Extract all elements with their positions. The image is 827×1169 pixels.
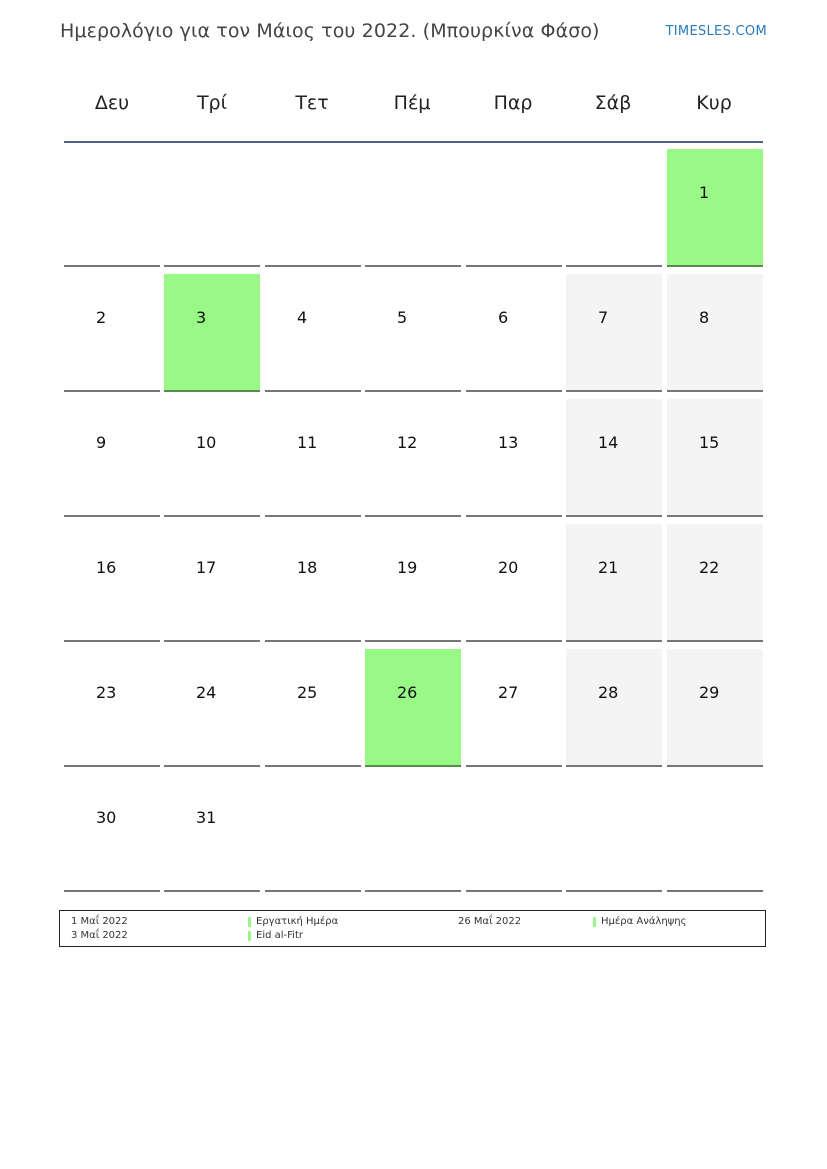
empty-day-cell bbox=[265, 149, 361, 267]
holiday-color-marker bbox=[593, 917, 596, 927]
empty-day-cell bbox=[566, 149, 662, 267]
day-cell[interactable] bbox=[64, 524, 160, 642]
day-cell[interactable] bbox=[466, 649, 562, 767]
weekday-sun: Κυρ bbox=[696, 92, 732, 114]
day-cell[interactable] bbox=[265, 524, 361, 642]
day-number: 17 bbox=[196, 558, 217, 577]
weekday-fri: Παρ bbox=[493, 92, 533, 114]
legend-holiday-name: Εργατική Ημέρα bbox=[256, 916, 339, 927]
weekday-header-row bbox=[64, 80, 763, 128]
day-number: 28 bbox=[598, 683, 619, 702]
weekday-sat: Σάβ bbox=[594, 92, 632, 114]
day-cell[interactable] bbox=[466, 524, 562, 642]
day-number: 5 bbox=[397, 308, 408, 327]
day-number: 1 bbox=[699, 183, 710, 202]
day-cell[interactable] bbox=[667, 524, 763, 642]
day-cell[interactable] bbox=[164, 774, 260, 892]
day-number: 13 bbox=[498, 433, 519, 452]
day-cell[interactable] bbox=[164, 649, 260, 767]
empty-day-cell bbox=[466, 149, 562, 267]
empty-day-cell bbox=[566, 774, 662, 892]
holiday-color-marker bbox=[248, 931, 251, 941]
weekday-wed: Τετ bbox=[295, 92, 329, 114]
brand-link[interactable]: TIMESLES.COM bbox=[665, 24, 767, 39]
day-cell[interactable] bbox=[265, 399, 361, 517]
day-cell[interactable] bbox=[566, 399, 662, 517]
day-number: 8 bbox=[699, 308, 710, 327]
day-number: 12 bbox=[397, 433, 418, 452]
empty-day-cell bbox=[164, 149, 260, 267]
weekday-tue: Τρί bbox=[196, 92, 228, 114]
day-number: 30 bbox=[96, 808, 117, 827]
day-number: 2 bbox=[96, 308, 107, 327]
day-number: 23 bbox=[96, 683, 117, 702]
day-cell[interactable] bbox=[566, 524, 662, 642]
empty-day-cell bbox=[265, 774, 361, 892]
holiday-color-marker bbox=[248, 917, 251, 927]
day-number: 25 bbox=[297, 683, 318, 702]
legend-date: 3 Μαΐ 2022 bbox=[71, 930, 128, 941]
page-title: Ημερολόγιο για τον Μάιος του 2022. (Μπουρκίνα Φάσο) bbox=[60, 20, 600, 42]
weekday-thu: Πέμ bbox=[393, 92, 431, 114]
empty-day-cell bbox=[466, 774, 562, 892]
day-cell[interactable] bbox=[566, 274, 662, 392]
day-number: 22 bbox=[699, 558, 720, 577]
day-cell[interactable] bbox=[64, 399, 160, 517]
empty-day-cell bbox=[365, 149, 461, 267]
day-number: 9 bbox=[96, 433, 107, 452]
empty-day-cell bbox=[365, 774, 461, 892]
day-cell[interactable] bbox=[64, 649, 160, 767]
day-cell[interactable] bbox=[667, 649, 763, 767]
empty-day-cell bbox=[667, 774, 763, 892]
holiday-day-cell[interactable] bbox=[667, 149, 763, 267]
day-number: 14 bbox=[598, 433, 619, 452]
header-divider bbox=[64, 141, 763, 143]
day-cell[interactable] bbox=[365, 524, 461, 642]
day-cell[interactable] bbox=[466, 399, 562, 517]
legend-holiday-name: Ημέρα Ανάληψης bbox=[601, 916, 687, 927]
day-cell[interactable] bbox=[64, 274, 160, 392]
day-number: 7 bbox=[598, 308, 609, 327]
legend-date: 26 Μαΐ 2022 bbox=[458, 916, 522, 927]
day-cell[interactable] bbox=[667, 274, 763, 392]
day-number: 10 bbox=[196, 433, 217, 452]
day-number: 11 bbox=[297, 433, 318, 452]
holiday-day-cell[interactable] bbox=[164, 274, 260, 392]
day-number: 24 bbox=[196, 683, 217, 702]
day-cell[interactable] bbox=[64, 774, 160, 892]
day-cell[interactable] bbox=[164, 399, 260, 517]
day-cell[interactable] bbox=[265, 274, 361, 392]
day-number: 20 bbox=[498, 558, 519, 577]
day-number: 31 bbox=[196, 808, 217, 827]
day-number: 3 bbox=[196, 308, 207, 327]
legend-holiday-name: Eid al-Fitr bbox=[256, 930, 303, 941]
day-number: 6 bbox=[498, 308, 509, 327]
day-cell[interactable] bbox=[365, 274, 461, 392]
day-cell[interactable] bbox=[365, 399, 461, 517]
legend-date: 1 Μαΐ 2022 bbox=[71, 916, 128, 927]
day-cell[interactable] bbox=[667, 399, 763, 517]
day-cell[interactable] bbox=[265, 649, 361, 767]
day-number: 29 bbox=[699, 683, 720, 702]
day-number: 16 bbox=[96, 558, 117, 577]
day-cell[interactable] bbox=[566, 649, 662, 767]
day-number: 26 bbox=[397, 683, 418, 702]
day-number: 27 bbox=[498, 683, 519, 702]
empty-day-cell bbox=[64, 149, 160, 267]
day-number: 19 bbox=[397, 558, 418, 577]
holiday-legend bbox=[59, 910, 766, 947]
day-cell[interactable] bbox=[164, 524, 260, 642]
day-number: 18 bbox=[297, 558, 318, 577]
day-number: 21 bbox=[598, 558, 619, 577]
day-cell[interactable] bbox=[466, 274, 562, 392]
day-number: 4 bbox=[297, 308, 308, 327]
holiday-day-cell[interactable] bbox=[365, 649, 461, 767]
weekday-mon: Δευ bbox=[94, 92, 130, 114]
day-number: 15 bbox=[699, 433, 720, 452]
